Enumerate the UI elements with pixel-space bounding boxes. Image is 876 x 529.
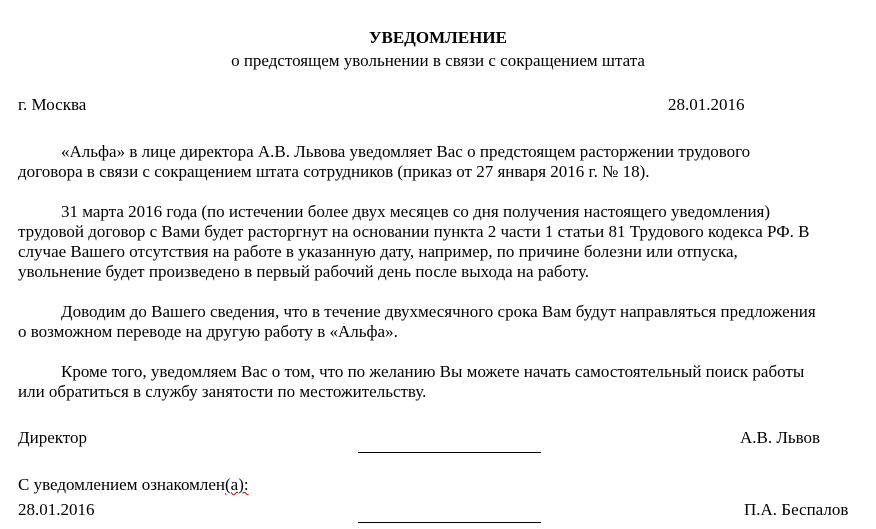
employee-date: 28.01.2016 — [18, 500, 95, 519]
acknowledgement-prefix: С уведомлением ознакомлен — [18, 475, 226, 494]
director-label: Директор — [18, 428, 87, 447]
paragraph-1-line-2: договора в связи с сокращением штата сотрудников (приказ от 27 января 2016 г. № 18). — [18, 162, 650, 181]
paragraph-1-line-1: «Альфа» в лице директора А.В. Львова уведомляет Вас о предстоящем расторжении трудового — [61, 142, 751, 161]
paragraph-4-line-2: или обратиться в службу занятости по местожительству. — [18, 382, 427, 401]
paragraph-3-line-2: о возможном переводе на другую работу в «Альфа». — [18, 322, 398, 341]
director-name: А.В. Львов — [740, 428, 821, 447]
city: г. Москва — [18, 95, 87, 114]
director-signature-line — [358, 452, 541, 453]
document-date: 28.01.2016 — [668, 95, 745, 114]
acknowledgement-suffix: (а): — [225, 475, 249, 494]
employee-name: П.А. Беспалов — [744, 500, 849, 519]
paragraph-2-line-2: трудовой договор с Вами будет расторгнут на основании пункта 2 части 1 статьи 81 Трудового кодекса РФ. В — [18, 222, 810, 241]
paragraph-2-line-4: увольнение будет произведено в первый рабочий день после выхода на работу. — [18, 262, 590, 281]
paragraph-2-line-3: случае Вашего отсутствия на работе в указанную дату, например, по причине болезни или отпуска, — [18, 242, 738, 261]
paragraph-3-line-1: Доводим до Вашего сведения, что в течение двухмесячного срока Вам будут направляться предложения — [61, 302, 816, 321]
document-title: УВЕДОМЛЕНИЕ — [369, 28, 507, 47]
paragraph-4-line-1: Кроме того, уведомляем Вас о том, что по желанию Вы можете начать самостоятельный поиск работы — [61, 362, 805, 381]
acknowledgement-label — [18, 475, 249, 495]
employee-signature-line — [358, 522, 541, 523]
paragraph-2-line-1: 31 марта 2016 года (по истечении более двух месяцев со дня получения настоящего уведомления) — [61, 202, 771, 221]
document-subtitle: о предстоящем увольнении в связи с сокращением штата — [231, 51, 645, 70]
